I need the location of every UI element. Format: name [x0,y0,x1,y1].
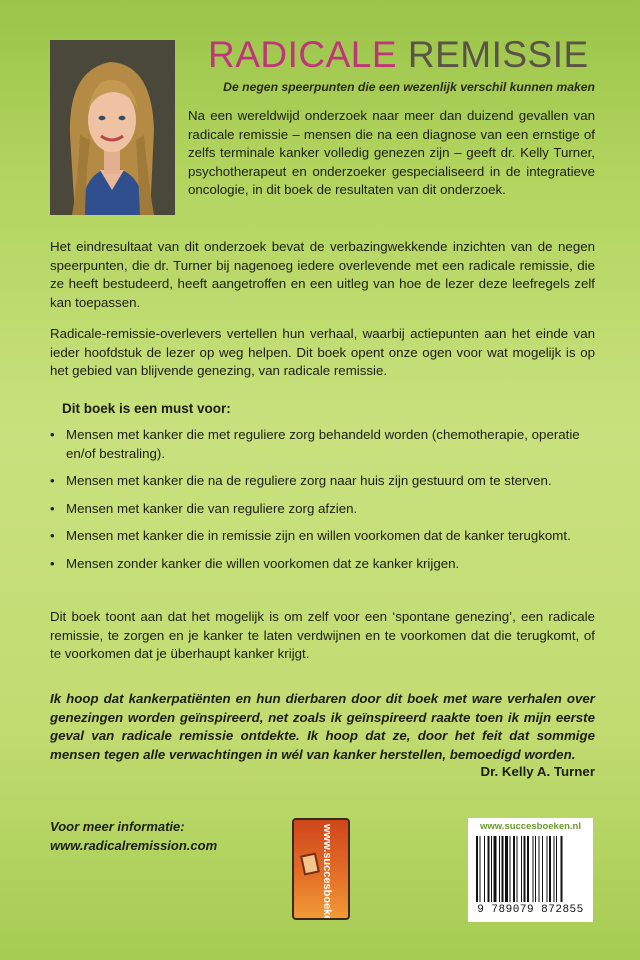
book-title-part1: RADICALE [208,34,398,75]
list-item [50,555,595,574]
author-photo [50,40,175,215]
barcode-bar [513,836,515,902]
quote-author: Dr. Kelly A. Turner [480,764,595,779]
barcode-bar [539,836,540,902]
isbn-number: 9 789079 872855 [477,904,584,916]
barcode-bar [480,836,481,902]
author-quote: Ik hoop dat kankerpatiënten en hun dierbaren door dit boek met ware verhalen over genezingen worden geïnspireerd, net zoals ik geïnspireerd raakte toen ik mijn eerste geval van radicale remissie ontdekte. Ik hoop dat ze, door het feit dat sommige mensen tegen alle verwachtingen in wél van kanker herstellen, bemoedigd worden. [50,691,595,762]
publisher-logo-text: www.succesboeken.nl [321,824,333,918]
list-item [50,426,595,463]
bullet-icon: • [50,473,55,488]
barcode-bar [521,836,522,902]
barcode-bar [547,836,548,902]
barcode-bar [499,836,500,902]
intro-paragraph: Na een wereldwijd onderzoek naar meer dan duizend gevallen van radicale remissie – mensen die na een diagnose van een ernstige of zelfs terminale kanker volledig genezen zijn – geeft dr. Kelly Turner, psychotherapeut en onderzoeker gespecialiseerd in de integratieve oncologie, in dit boek de resultaten van dit onderzoek. [188,108,595,197]
barcode-bar [561,836,563,902]
bullet-icon: • [50,500,55,516]
list-item [50,500,595,519]
barcode-bar [542,836,543,902]
barcode-bar [502,836,504,902]
barcode-bar [494,836,497,902]
book-title-part2: REMISSIE [407,34,589,75]
must-heading: Dit boek is een must voor: [62,401,231,416]
bullet-icon: • [50,555,55,571]
barcode-bar [484,836,485,902]
barcode-bar [505,836,508,902]
book-subtitle: De negen speerpunten die een wezenlijk verschil kunnen maken [223,80,595,94]
more-info-url: www.radicalremission.com [50,837,218,853]
list-item-text: Mensen zonder kanker die willen voorkomen dat ze kanker krijgen. [66,555,460,571]
bullet-icon: • [50,528,55,543]
barcode-bar [535,836,536,902]
closing-paragraph: Dit boek toont aan dat het mogelijk is om zelf voor een ‘spontane genezing’, een radicale remissie, te zorgen en je kanker te laten verdwijnen en te voorkomen dat die terugkomt, of te voorkomen dat je überhaupt kanker krijgt. [50,609,595,661]
barcode-bar [533,836,534,902]
barcode-bar [527,836,529,902]
book-title [208,34,589,76]
list-item-text: Mensen met kanker die na de reguliere zorg naar huis zijn gestuurd om te sterven. [66,473,552,488]
barcode-bar [549,836,551,902]
more-info-label: Voor meer informatie: [50,819,185,834]
list-item [50,472,595,491]
barcode [468,818,593,922]
list-item-text: Mensen met kanker die met reguliere zorg behandeld worden (chemotherapie, operatie en/of bestraling). [66,427,580,461]
more-info [50,818,217,855]
barcode-bar [476,836,478,902]
barcode-url: www.succesboeken.nl [479,821,582,832]
list-item [50,527,595,546]
publisher-logo-image [294,820,348,918]
barcode-bar [510,836,511,902]
audience-list [50,426,595,582]
barcode-bar [517,836,518,902]
author-portrait-image [50,40,175,215]
bullet-icon: • [50,427,55,442]
barcode-bar [556,836,557,902]
barcode-bar [491,836,492,902]
results-paragraph: Het eindresultaat van dit onderzoek bevat de verbazingwekkende inzichten van de negen speerpunten, die dr. Turner bij nagenoeg iedere overlevende met een radicale remissie, die ze heeft bestudeerd, heeft aangetroffen en een uitleg van hoe de lezer deze leefregels zelf kan toepassen. [50,239,595,310]
survivors-paragraph: Radicale-remissie-overlevers vertellen hun verhaal, waarbij actiepunten aan het einde van ieder hoofdstuk de lezer op weg helpen. Dit boek opent onze ogen voor wat mogelijk is op het gebied van blijvende genezing, van radicale remissie. [50,326,595,378]
barcode-bar [524,836,526,902]
barcode-bar [488,836,490,902]
list-item-text: Mensen met kanker die in remissie zijn en willen voorkomen dat de kanker terugkomt. [66,528,571,543]
list-item-text: Mensen met kanker die van reguliere zorg afzien. [66,500,358,516]
barcode-bar [554,836,555,902]
publisher-logo [292,818,350,920]
